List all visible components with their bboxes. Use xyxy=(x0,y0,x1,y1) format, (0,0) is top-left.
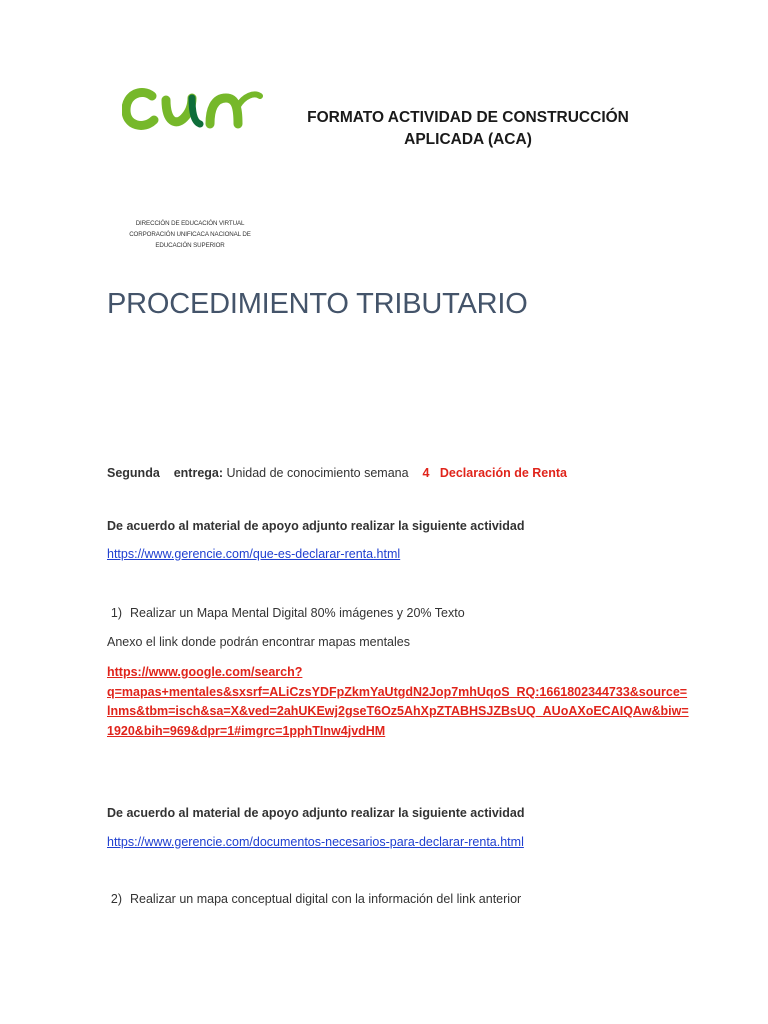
section1-instruction: De acuerdo al material de apoyo adjunto realizar la siguiente actividad xyxy=(107,519,525,533)
delivery-week: 4 xyxy=(422,466,430,480)
logo-text: cun xyxy=(122,82,124,83)
section2-instruction: De acuerdo al material de apoyo adjunto realizar la siguiente actividad xyxy=(107,806,525,820)
section1-link[interactable]: https://www.gerencie.com/que-es-declarar-renta.html xyxy=(107,547,401,561)
mind-map-link-line-2: q=mapas+mentales&sxsrf=ALiCzsYDFpZkmYaUtgdN2Jop7mhUqoS_RQ:1661802344733&source= xyxy=(107,684,688,699)
section2-item-number: 2) xyxy=(110,892,122,906)
header-title-line-1: FORMATO ACTIVIDAD DE CONSTRUCCIÓN xyxy=(307,109,629,126)
section1-item xyxy=(88,606,465,620)
section1-item-text: Realizar un Mapa Mental Digital 80% imágenes y 20% Texto xyxy=(130,606,465,620)
section2-item-text: Realizar un mapa conceptual digital con la información del link anterior xyxy=(130,892,522,906)
delivery-text: Unidad de conocimiento semana xyxy=(226,466,409,480)
mind-map-link[interactable] xyxy=(107,663,689,741)
delivery-line xyxy=(107,466,567,480)
org-line-3: EDUCACIÓN SUPERIOR xyxy=(155,242,225,249)
annex-text: Anexo el link donde podrán encontrar mapas mentales xyxy=(107,635,410,649)
delivery-topic: Declaración de Renta xyxy=(439,466,567,480)
cun-logo xyxy=(122,82,264,134)
mind-map-link-line-1: https://www.google.com/search? xyxy=(107,665,303,679)
delivery-label-b: entrega: xyxy=(173,466,224,480)
delivery-label-a: Segunda xyxy=(107,466,160,480)
section2-item xyxy=(88,892,521,906)
org-line-2: CORPORACIÓN UNIFICACA NACIONAL DE xyxy=(129,231,251,238)
document-header-title xyxy=(262,107,674,151)
mind-map-link-line-3: lnms&tbm=isch&sa=X&ved=2ahUKEwj2gseT6Oz5AhXpZTABHSJZBsUQ_AUoAXoECAIQAw&biw= xyxy=(107,704,689,718)
organization-block xyxy=(118,218,262,251)
org-line-1: DIRECCIÓN DE EDUCACIÓN VIRTUAL xyxy=(135,220,245,227)
mind-map-link-line-4: 1920&bih=969&dpr=1#imgrc=1pphTInw4jvdHM xyxy=(107,723,386,738)
header-title-line-2: APLICADA (ACA) xyxy=(404,131,532,148)
cun-logo-graphic xyxy=(122,82,264,134)
section2-link[interactable]: https://www.gerencie.com/documentos-necesarios-para-declarar-renta.html xyxy=(107,835,524,849)
section1-item-number: 1) xyxy=(110,606,122,620)
page-title: PROCEDIMIENTO TRIBUTARIO xyxy=(107,288,528,320)
